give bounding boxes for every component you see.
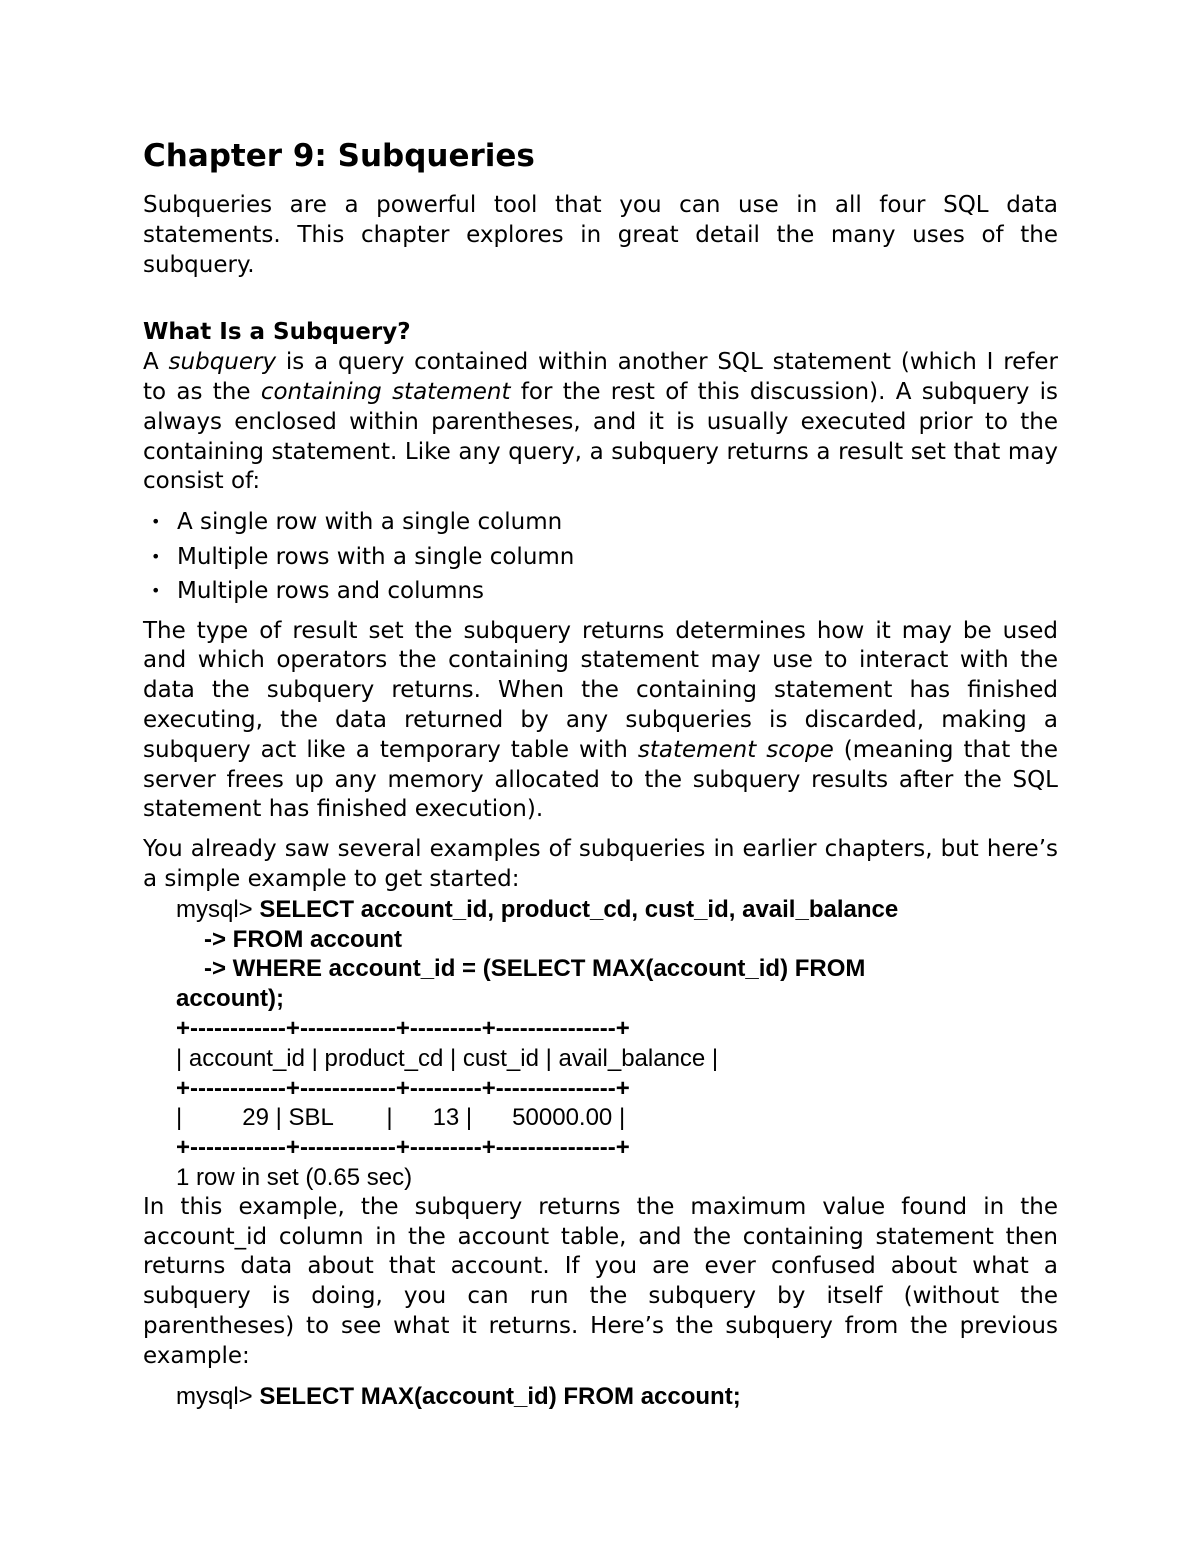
bullet-icon: • (151, 546, 161, 566)
list-item: • A single row with a single column (143, 505, 1058, 540)
explanation-paragraph: In this example, the subquery returns the maximum value found in the account_id column in the account table, and the containing statement then returns data about that account. If you are ever confused about what a subquery is doing, you can run the subquery by itself (without the parentheses) to see what it returns. Here’s the subquery from the previous example: (143, 1193, 1058, 1369)
mysql-prompt: mysql> (176, 895, 253, 923)
result-set-paragraph: The type of result set the subquery returns determines how it may be used and which operators the containing statement may use to interact with the data the subquery returns. When the containing statement has finished executing, the data returned by any subqueries is discarded, making a subquery act like a temporary table with statement scope (meaning that the server frees up any memory allocated to the subquery results after the SQL statement has finished execution). (143, 617, 1058, 823)
chapter-title: Chapter 9: Subqueries (143, 138, 535, 174)
query-line: -> FROM account (204, 925, 403, 953)
query-line: -> WHERE account_id = (SELECT MAX(account_id) FROM (204, 955, 866, 983)
definition-paragraph: A subquery is a query contained within another SQL statement (which I refer to as the containing statement for the rest of this discussion). A subquery is always enclosed within parentheses, and it is usually executed prior to the containing statement. Like any query, a subquery returns a result set that may consist of: (143, 349, 1059, 495)
result-table-row: | 29 | SBL | 13 | 50000.00 | (176, 1104, 626, 1132)
term-statement-scope: statement scope (637, 736, 834, 763)
result-set-types-list (143, 505, 1058, 609)
term-containing-statement: containing statement (260, 378, 511, 405)
query-line: mysql> SELECT account_id, product_cd, cust_id, avail_balance (176, 895, 899, 923)
page-content (143, 136, 1058, 1411)
result-table-header: | account_id | product_cd | cust_id | avail_balance | (176, 1044, 719, 1072)
example2-query-block (176, 1382, 1058, 1412)
list-item: • Multiple rows with a single column (143, 540, 1058, 575)
example-intro-paragraph: You already saw several examples of subqueries in earlier chapters, but here’s a simple example to get started: (143, 836, 1058, 893)
section-heading: What Is a Subquery? (143, 319, 411, 346)
result-footer: 1 row in set (0.65 sec) (176, 1164, 413, 1192)
bullet-icon: • (151, 512, 161, 532)
result-table-border: +------------+------------+---------+---------------+ (176, 1134, 630, 1162)
result-table-border: +------------+------------+---------+---------------+ (176, 1074, 630, 1102)
bullet-icon: • (151, 581, 161, 601)
example-query-block (176, 895, 1058, 1193)
mysql-prompt: mysql> (176, 1382, 253, 1410)
intro-paragraph: Subqueries are a powerful tool that you can use in all four SQL data statements. This chapter explores in great detail the many uses of the subquery. (143, 192, 1058, 278)
result-table-border: +------------+------------+---------+---------------+ (176, 1015, 630, 1043)
query-line: mysql> SELECT MAX(account_id) FROM account; (176, 1382, 741, 1410)
query-line: account); (176, 985, 284, 1013)
list-item: • Multiple rows and columns (143, 574, 1058, 609)
term-subquery: subquery (168, 349, 277, 376)
